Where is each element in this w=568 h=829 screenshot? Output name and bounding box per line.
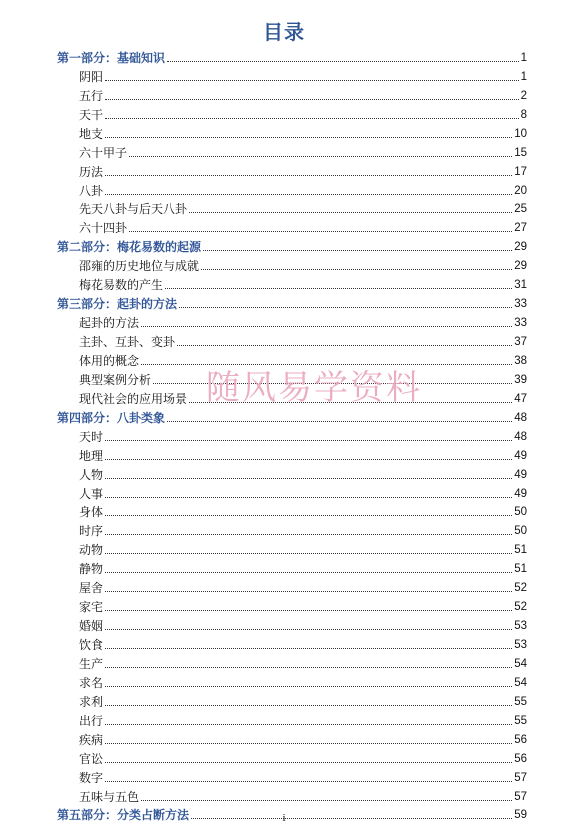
- toc-entry-page: 31: [514, 279, 527, 292]
- toc-section-entry[interactable]: [57, 293, 527, 312]
- dot-leader: [189, 402, 512, 403]
- toc-entry-page: 49: [514, 449, 527, 462]
- dot-leader: [105, 629, 512, 630]
- toc-entry-page: 33: [514, 298, 527, 311]
- toc-entry-label: 体用的概念: [79, 353, 140, 368]
- toc-entry-page: 55: [514, 695, 527, 708]
- dot-leader: [141, 800, 512, 801]
- dot-leader: [105, 515, 512, 516]
- toc-entry[interactable]: [57, 255, 527, 274]
- toc-entry-label: 主卦、互卦、变卦: [79, 335, 176, 349]
- dot-leader: [105, 175, 512, 176]
- toc-entry-label: 人事: [79, 486, 104, 501]
- toc-entry[interactable]: [57, 123, 527, 142]
- toc-entry-label: 身体: [79, 505, 104, 520]
- toc-entry-label: 邵雍的历史地位与成就: [79, 259, 200, 274]
- toc-entry[interactable]: [57, 691, 527, 710]
- toc-entry-label: 饮食: [79, 638, 104, 652]
- toc-entry-label: 地理: [79, 448, 104, 463]
- toc-entry-page: 52: [514, 582, 527, 595]
- toc-entry[interactable]: [57, 615, 527, 634]
- dot-leader: [201, 269, 512, 270]
- toc-entry-label: 求名: [79, 675, 104, 690]
- toc-entry[interactable]: [57, 104, 527, 123]
- toc-entry[interactable]: [57, 217, 527, 236]
- dot-leader: [105, 497, 512, 498]
- toc-entry-label: 天时: [79, 429, 104, 444]
- toc-entry-label: 第五部分：分类占断方法: [57, 808, 190, 823]
- dot-leader: [105, 553, 512, 554]
- toc-entry-page: 10: [514, 127, 527, 140]
- dot-leader: [105, 118, 519, 119]
- toc-entry-page: 56: [514, 733, 527, 746]
- toc-entry-page: 54: [514, 657, 527, 670]
- toc-entry-page: 53: [514, 639, 527, 651]
- watermark: 随风易学资料: [206, 368, 422, 408]
- toc-entry[interactable]: [57, 502, 527, 521]
- toc-entry-label: 地支: [79, 126, 104, 141]
- toc-entry-page: 25: [514, 203, 527, 216]
- toc-entry-label: 生产: [79, 656, 104, 671]
- toc-entry-label: 六十甲子: [79, 145, 128, 160]
- toc-entry[interactable]: [57, 672, 527, 691]
- toc-entry-page: 1: [520, 51, 527, 64]
- toc-entry-page: 8: [520, 108, 527, 121]
- toc-entry-page: 50: [514, 506, 527, 519]
- toc-entry[interactable]: [57, 388, 527, 407]
- dot-leader: [203, 250, 512, 251]
- toc-entry-page: 56: [514, 752, 527, 765]
- toc-entry-label: 典型案例分析: [79, 372, 152, 387]
- toc-entry-label: 五味与五色: [79, 789, 140, 804]
- toc-entry[interactable]: [57, 634, 527, 653]
- toc-entry-label: 时序: [79, 524, 104, 539]
- toc-entry-label: 官讼: [79, 751, 104, 766]
- toc-entry-label: 屋舍: [79, 581, 104, 596]
- toc-entry-page: 29: [514, 260, 527, 273]
- page-number: i: [282, 812, 286, 824]
- dot-leader: [179, 307, 512, 308]
- toc-entry[interactable]: [57, 85, 527, 104]
- toc-entry-page: 39: [514, 373, 527, 386]
- toc-entry[interactable]: [57, 767, 527, 786]
- dot-leader: [177, 345, 512, 346]
- dot-leader: [105, 572, 512, 573]
- toc-entry-page: 47: [514, 392, 527, 405]
- toc-entry-label: 现代社会的应用场景: [79, 391, 188, 406]
- toc-entry-label: 梅花易数的产生: [79, 278, 164, 293]
- toc-entry-label: 第一部分：基础知识: [57, 50, 166, 65]
- dot-leader: [165, 288, 512, 289]
- toc-entry-label: 第三部分：起卦的方法: [57, 297, 178, 312]
- toc-entry-label: 第四部分：八卦类象: [57, 410, 166, 425]
- toc-entry-label: 求利: [79, 694, 104, 709]
- toc-entry-page: 53: [514, 620, 527, 633]
- toc-entry-page: 55: [514, 714, 527, 727]
- toc-entry[interactable]: [57, 274, 527, 293]
- toc-entry[interactable]: [57, 710, 527, 729]
- toc-entry-page: 38: [514, 354, 527, 367]
- toc-entry-label: 先天八卦与后天八卦: [79, 202, 188, 217]
- dot-leader: [153, 383, 512, 384]
- toc-entry-page: 27: [514, 222, 527, 235]
- page-title: 目录: [263, 20, 305, 44]
- dot-leader: [105, 534, 512, 535]
- toc-entry[interactable]: [57, 786, 527, 805]
- dot-leader: [167, 421, 512, 422]
- toc-entry-label: 动物: [79, 543, 104, 558]
- toc-entry[interactable]: [57, 729, 527, 748]
- toc-entry-label: 疾病: [79, 732, 104, 747]
- toc-entry-label: 历法: [79, 164, 104, 179]
- dot-leader: [105, 194, 512, 195]
- toc-entry-label: 人物: [79, 467, 104, 482]
- dot-leader: [105, 743, 512, 744]
- dot-leader: [105, 648, 512, 649]
- toc-entry-page: 48: [514, 430, 527, 443]
- toc-entry[interactable]: [57, 539, 527, 558]
- dot-leader: [105, 686, 512, 687]
- dot-leader: [105, 459, 512, 460]
- dot-leader: [105, 667, 512, 668]
- dot-leader: [129, 156, 512, 157]
- toc-entry[interactable]: [57, 312, 527, 331]
- toc-entry-page: 51: [514, 544, 527, 557]
- toc-entry-page: 50: [514, 525, 527, 538]
- toc-entry-label: 八卦: [79, 183, 104, 198]
- toc-entry[interactable]: [57, 426, 527, 445]
- toc-entry-label: 出行: [79, 713, 104, 728]
- toc-entry-label: 五行: [79, 88, 104, 103]
- toc-entry[interactable]: [57, 596, 527, 615]
- toc-entry-label: 第二部分：梅花易数的起源: [57, 240, 202, 255]
- toc-entry-page: 59: [514, 809, 527, 822]
- toc-entry-page: 57: [514, 790, 527, 803]
- toc-entry-page: 48: [514, 411, 527, 424]
- dot-leader: [105, 137, 512, 138]
- dot-leader: [105, 724, 512, 725]
- toc-entry[interactable]: [57, 369, 527, 388]
- dot-leader: [141, 364, 512, 365]
- toc-entry-page: 17: [514, 165, 527, 178]
- toc-entry-label: 起卦的方法: [79, 316, 140, 331]
- dot-leader: [189, 212, 512, 213]
- toc-entry-page: 54: [514, 676, 527, 689]
- toc-entry[interactable]: [57, 558, 527, 577]
- dot-leader: [105, 99, 519, 100]
- toc-section-entry[interactable]: [57, 236, 527, 255]
- toc-entry[interactable]: [57, 464, 527, 483]
- toc-entry[interactable]: [57, 520, 527, 539]
- dot-leader: [105, 440, 512, 441]
- dot-leader: [105, 705, 512, 706]
- toc-entry[interactable]: [57, 577, 527, 596]
- dot-leader: [141, 326, 512, 327]
- toc-entry-page: 57: [514, 771, 527, 784]
- dot-leader: [167, 61, 519, 62]
- dot-leader: [105, 610, 512, 611]
- toc-entry-page: 37: [514, 336, 527, 348]
- toc-entry-page: 49: [514, 468, 527, 481]
- toc-entry-page: 2: [520, 89, 527, 102]
- toc-entry[interactable]: [57, 161, 527, 180]
- toc-entry-label: 六十四卦: [79, 221, 128, 236]
- toc-entry-page: 29: [514, 241, 527, 254]
- toc-entry[interactable]: [57, 653, 527, 672]
- toc-entry-page: 52: [514, 601, 527, 614]
- table-of-contents: [57, 47, 527, 823]
- toc-entry-page: 49: [514, 487, 527, 500]
- toc-entry-label: 阴阳: [79, 69, 104, 84]
- toc-entry[interactable]: [57, 445, 527, 464]
- toc-entry[interactable]: [57, 483, 527, 502]
- toc-entry-label: 婚姻: [79, 619, 104, 634]
- toc-entry-label: 天干: [79, 107, 104, 122]
- toc-entry-page: 15: [514, 146, 527, 159]
- toc-entry-page: 20: [514, 184, 527, 197]
- toc-entry-label: 家宅: [79, 600, 104, 615]
- toc-entry[interactable]: [57, 748, 527, 767]
- toc-entry[interactable]: [57, 331, 527, 350]
- toc-entry[interactable]: [57, 350, 527, 369]
- toc-entry[interactable]: [57, 199, 527, 218]
- toc-entry-page: 51: [514, 563, 527, 576]
- toc-section-entry[interactable]: [57, 47, 527, 66]
- dot-leader: [105, 80, 519, 81]
- toc-entry-label: 静物: [79, 562, 104, 577]
- toc-entry[interactable]: [57, 180, 527, 199]
- toc-entry-label: 数字: [79, 770, 104, 785]
- dot-leader: [105, 478, 512, 479]
- dot-leader: [105, 781, 512, 782]
- dot-leader: [129, 231, 512, 232]
- toc-section-entry[interactable]: [57, 407, 527, 426]
- toc-entry-page: 33: [514, 317, 527, 330]
- dot-leader: [105, 762, 512, 763]
- dot-leader: [105, 591, 512, 592]
- toc-entry[interactable]: [57, 142, 527, 161]
- toc-entry-page: 1: [520, 70, 527, 83]
- toc-entry[interactable]: [57, 66, 527, 85]
